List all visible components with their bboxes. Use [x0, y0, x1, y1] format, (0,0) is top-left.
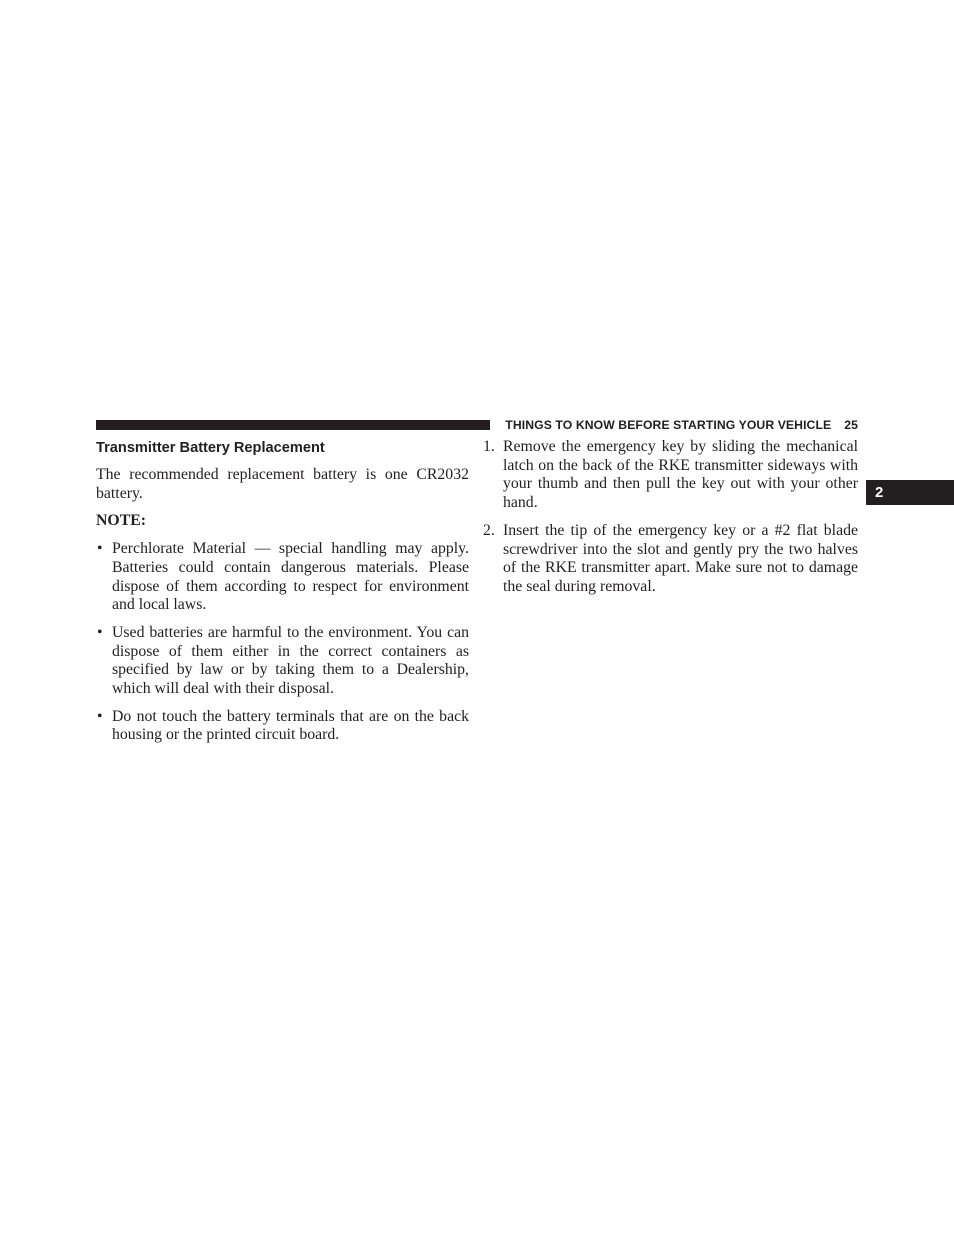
step-number: 2. [483, 521, 495, 539]
bullet-text: Used batteries are harmful to the environment. You can dispose of them either in the correct containers as specified by law or by taking them to a Dealership, which will deal with their disposal. [112, 623, 469, 698]
chapter-number: 2 [875, 484, 884, 501]
header-section-title: THINGS TO KNOW BEFORE STARTING YOUR VEHICLE [505, 418, 832, 432]
step-text: Insert the tip of the emergency key or a #2 flat blade screwdriver into the slot and gently pry the two halves of the RKE transmitter apart. Make sure not to damage the seal during removal. [503, 521, 858, 595]
bullet-text: Perchlorate Material — special handling may apply. Batteries could contain dangerous materials. Please dispose of them according to respect for environment and local laws. [112, 540, 469, 614]
chapter-tab [866, 480, 954, 505]
running-header [498, 417, 858, 433]
step-text: Remove the emergency key by sliding the mechanical latch on the back of the RKE transmitter sideways with your thumb and then pull the key out with your other hand. [503, 438, 858, 512]
bullet-text: Do not touch the battery terminals that are on the back housing or the printed circuit board. [112, 707, 469, 744]
list-item [96, 708, 469, 745]
step-number: 1. [483, 438, 495, 455]
list-item [96, 624, 469, 699]
right-column [483, 438, 858, 606]
note-bullet-list [96, 540, 469, 745]
list-item [96, 540, 469, 615]
bullet-marker: • [97, 623, 103, 641]
list-item [483, 438, 858, 513]
bullet-marker: • [97, 540, 103, 558]
bullet-marker: • [97, 707, 103, 725]
header-rule [96, 420, 490, 430]
page-number: 25 [844, 418, 858, 432]
left-column [96, 438, 469, 754]
intro-paragraph: The recommended replacement battery is one CR2032 battery. [96, 466, 469, 502]
note-label: NOTE: [96, 512, 147, 530]
steps-list [483, 438, 858, 597]
list-item [483, 522, 858, 597]
section-heading: Transmitter Battery Replacement [96, 440, 325, 456]
